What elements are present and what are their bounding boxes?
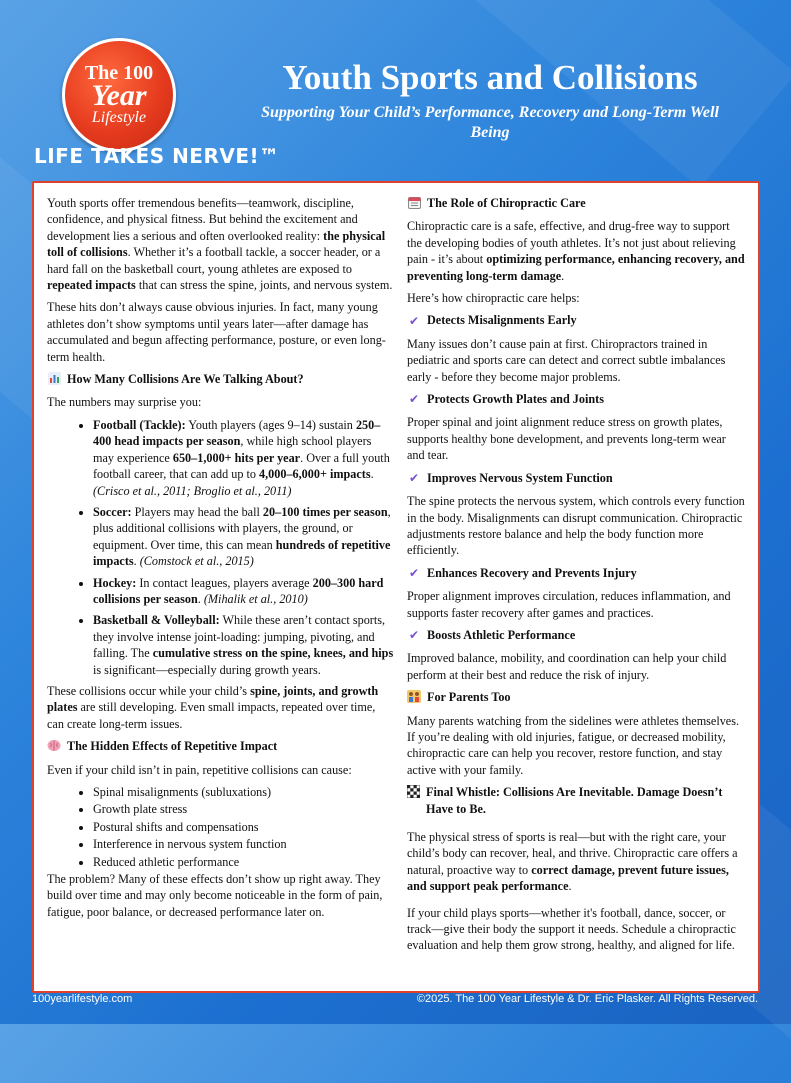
benefit-text: Many issues don’t cause pain at first. Chiropractors trained in pediatric and sports care can detect and correct subtle imbalances early - before they become major problems. bbox=[407, 336, 726, 384]
page-title: Youth Sports and Collisions bbox=[282, 58, 698, 97]
list-item: • Postural shifts and compensations bbox=[93, 819, 395, 835]
final-paragraph: The physical stress of sports is real—but with the right care, your child’s body can recover, heal, and thrive. Chiropractic care offers a natural, proactive way to correct damage, prevent future issues, and support peak performance. bbox=[407, 830, 738, 894]
bar-chart-icon bbox=[47, 372, 61, 386]
numbers-intro: The numbers may surprise you: bbox=[47, 395, 202, 410]
tagline: LIFE TAKES NERVE!™ bbox=[34, 144, 280, 168]
problem-paragraph: The problem? Many of these effects don’t show up right away. They build over time and may only become noticeable in the form of pain, fatigue, poor balance, or decreased performance later on. bbox=[47, 872, 383, 919]
footer-copyright: ©2025. The 100 Year Lifestyle & Dr. Eric Plasker. All Rights Reserved. bbox=[416, 993, 758, 1005]
section-heading: How Many Collisions Are We Talking About? bbox=[47, 371, 395, 387]
logo-line: Lifestyle bbox=[91, 109, 147, 126]
logo-line: Year bbox=[91, 79, 147, 112]
benefit-text: Proper spinal and joint alignment reduce stress on growth plates, supports healthy bone development, and prevents long-term wear and tear. bbox=[407, 415, 726, 463]
benefit-heading: ✔ Enhances Recovery and Prevents Injury bbox=[408, 565, 637, 580]
benefit-text: The spine protects the nervous system, which controls every function in the body. Misalignments can disrupt communication. Chiropractic adjustments restore balance and help the body function more efficiently. bbox=[407, 494, 745, 558]
right-column bbox=[407, 195, 745, 960]
brain-icon bbox=[47, 739, 61, 753]
check-icon: ✔ bbox=[408, 392, 420, 407]
calendar-icon bbox=[407, 196, 421, 210]
helps-intro: Here’s how chiropractic care helps: bbox=[407, 291, 580, 306]
section-heading: Final Whistle: Collisions Are Inevitable. Damage Doesn’t Have to Be. bbox=[407, 784, 745, 817]
page-subtitle: Supporting Your Child’s Performance, Recovery and Long-Term Well Being bbox=[261, 104, 719, 141]
effects-list bbox=[47, 784, 395, 870]
list-item: • Soccer: Players may head the ball 20–100 times per season, plus additional collisions with players, the ground, or equipment. Over time, this can mean hundreds of repetitive impacts. (Comstock et al., 2015) bbox=[93, 504, 395, 570]
section-heading: The Role of Chiropractic Care bbox=[407, 195, 745, 211]
collision-list bbox=[47, 417, 395, 678]
parents-paragraph: Many parents watching from the sidelines were athletes themselves. If you’re dealing with old injuries, fatigue, or decreased mobility, chiropractic care can help you recover, restore function, and stay active with your family. bbox=[407, 713, 740, 777]
check-icon: ✔ bbox=[408, 565, 420, 580]
section-heading: For Parents Too bbox=[407, 689, 745, 705]
list-item: • Reduced athletic performance bbox=[93, 854, 395, 870]
intro-paragraph: Youth sports offer tremendous benefits—teamwork, discipline, confidence, and physical fitness. But behind the excitement and development lies a serious and often overlooked reality: the physical toll of collisions. Whether it’s a football tackle, a soccer header, or a hard fall on the basketball court, young athletes are exposed to repeated impacts that can stress the spine, joints, and nervous system. bbox=[47, 196, 393, 293]
list-item: • Spinal misalignments (subluxations) bbox=[93, 784, 395, 800]
role-paragraph: Chiropractic care is a safe, effective, and drug-free way to support the developing bodies of youth athletes. It’s not just about relieving pain - it’s about optimizing performance, enhancing recovery, and preventing long-term damage. bbox=[407, 219, 745, 283]
list-item: • Growth plate stress bbox=[93, 801, 395, 817]
benefit-heading: ✔ Boosts Athletic Performance bbox=[408, 627, 576, 643]
benefit-heading: ✔ Detects Misalignments Early bbox=[408, 313, 577, 328]
list-item: • Basketball & Volleyball: While these aren’t contact sports, they involve intense joint-loading: jumping, pivoting, and falling. The cumulative stress on the spine, knees, and hips is significant—especially during growth years. bbox=[93, 612, 395, 678]
footer-website[interactable]: 100yearlifestyle.com bbox=[32, 993, 133, 1005]
content-card bbox=[32, 181, 760, 993]
intro-paragraph: These hits don’t always cause obvious injuries. In fact, many young athletes don’t show symptoms until years later—after damage has accumulated and begun affecting performance, posture, or even long-term health. bbox=[47, 300, 386, 364]
check-icon: ✔ bbox=[408, 313, 420, 328]
benefit-heading: ✔ Improves Nervous System Function bbox=[408, 470, 613, 485]
brand-logo bbox=[62, 38, 176, 152]
list-item: • Hockey: In contact leagues, players average 200–300 hard collisions per season. (Mihalik et al., 2010) bbox=[93, 575, 395, 608]
list-item: • Football (Tackle): Youth players (ages 9–14) sustain 250–400 head impacts per season, while high school players may experience 650–1,000+ hits per year. Over a full youth football career, that can add up to 4,000–6,000+ impacts. (Crisco et al., 2011; Broglio et al., 2011) bbox=[93, 417, 395, 499]
benefit-text: Proper alignment improves circulation, reduces inflammation, and supports faster recovery after games and practices. bbox=[407, 589, 731, 620]
final-paragraph: If your child plays sports—whether it's football, dance, soccer, or track—give their body the support it needs. Schedule a chiropractic evaluation and help them grow strong, healthy, and aligned for life. bbox=[407, 905, 736, 953]
check-icon: ✔ bbox=[408, 470, 420, 485]
section-heading: The Hidden Effects of Repetitive Impact bbox=[47, 738, 395, 754]
logo-line: The 100 bbox=[84, 62, 154, 84]
effects-intro: Even if your child isn’t in pain, repetitive collisions can cause: bbox=[47, 762, 352, 777]
checkered-flag-icon bbox=[407, 785, 420, 799]
list-item: • Interference in nervous system function bbox=[93, 836, 395, 852]
family-icon bbox=[407, 690, 421, 704]
benefit-text: Improved balance, mobility, and coordination can help your child perform at their best and reduce the risk of injury. bbox=[407, 651, 727, 682]
check-icon: ✔ bbox=[408, 628, 420, 643]
collisions-paragraph: These collisions occur while your child’s spine, joints, and growth plates are still developing. Even small impacts, repeated over time, can create long-term issues. bbox=[47, 683, 379, 731]
left-column bbox=[47, 195, 395, 926]
benefit-heading: ✔ Protects Growth Plates and Joints bbox=[408, 392, 604, 407]
